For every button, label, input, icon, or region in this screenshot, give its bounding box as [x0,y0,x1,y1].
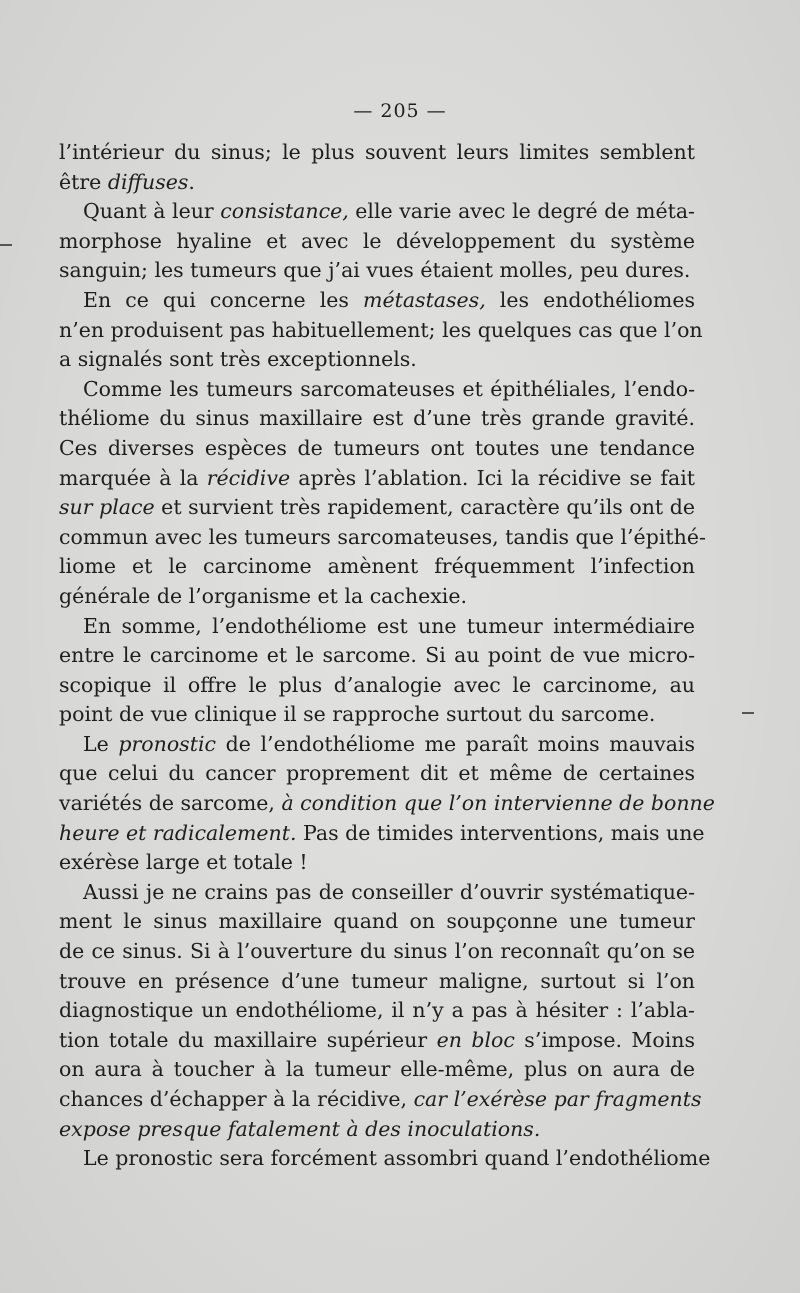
text-segment: variétés de sarcome, [59,791,282,816]
text-line: Aussi je ne crains pas de conseiller d’ouvrir systématique- [83,879,695,904]
text-line: liome et le carcinome amènent fréquemment l’infection [59,554,695,579]
text-line: point de vue clinique il se rapproche surtout du sarcome. [59,702,656,727]
text-line: morphose hyaline et avec le développement du système [59,228,695,253]
text-segment: Le [83,731,119,756]
italic-segment: sur place [59,495,155,520]
text-line: sanguin; les tumeurs que j’ai vues étaient molles, peu dures. [59,258,691,283]
text-line: commun avec les tumeurs sarcomateuses, tandis que l’épithé- [59,524,706,549]
text-segment: Quant à leur [83,199,221,224]
italic-segment: pronostic [118,731,216,756]
text-line: Le pronostic sera forcément assombri quand l’endothéliome [83,1146,711,1171]
italic-segment: en bloc [436,1027,515,1052]
text-line: ment le sinus maxillaire quand on soupçonne une tumeur [59,909,695,934]
text-line: exérèse large et totale ! [59,850,308,875]
italic-segment: à condition que l’on intervienne de bonne [281,791,715,816]
text-line [59,493,695,523]
text-line: Comme les tumeurs sarcomateuses et épithéliales, l’endo- [83,376,695,401]
text-segment: être [59,169,108,194]
text-line: théliome du sinus maxillaire est d’une très grande gravité. [59,406,695,431]
text-segment: En ce qui concerne les [83,287,364,312]
italic-segment: métastases, [363,287,486,312]
text-line [59,1115,695,1145]
text-line [59,1085,702,1115]
text-segment: elle varie avec le degré de méta- [348,199,695,224]
text-line: n’en produisent pas habituellement; les quelques cas que l’on [59,317,703,342]
text-segment: marquée à la [59,465,207,490]
text-segment: de l’endothéliome me paraît moins mauvais [215,731,695,756]
text-line: diagnostique un endothéliome, il n’y a pas à hésiter : l’abla- [59,998,695,1023]
text-line [59,730,695,760]
text-line: En somme, l’endothéliome est une tumeur intermédiaire [83,613,695,638]
text-line: générale de l’organisme et la cachexie. [59,583,467,608]
text-line [59,286,695,316]
text-segment: tion totale du maxillaire supérieur [59,1027,437,1052]
text-line: on aura à toucher à la tumeur elle-même, plus on aura de [59,1057,695,1082]
margin-mark-left [0,244,12,246]
text-line: trouve en présence d’une tumeur maligne, surtout si l’on [59,968,695,993]
text-line [59,197,695,227]
italic-segment: consistance, [220,199,349,224]
italic-segment: heure et radicalement. [59,820,297,845]
text-segment: Pas de timides interventions, mais une [296,820,705,845]
italic-segment: diffuses [107,169,189,194]
text-line: Ces diverses espèces de tumeurs ont toutes une tendance [59,435,695,460]
body-text [59,138,715,1174]
text-line [59,1026,695,1056]
text-segment: s’impose. Moins [514,1027,696,1052]
text-segment: chances d’échapper à la récidive, [59,1087,414,1111]
text-segment: les endothéliomes [485,287,695,312]
page-number: — 205 — [353,100,447,122]
italic-segment: récidive [206,465,291,490]
text-line [59,168,695,198]
margin-mark-right [742,712,754,714]
text-line [59,819,705,849]
text-line: scopique il offre le plus d’analogie avec le carcinome, au [59,672,695,697]
text-segment: et survient très rapidement, caractère qu’ils ont de [154,495,695,520]
text-segment: après l’ablation. Ici la récidive se fait [290,465,695,490]
text-line: entre le carcinome et le sarcome. Si au point de vue micro- [59,643,695,668]
text-line [59,789,715,819]
text-segment: . [188,169,195,194]
italic-segment: car l’exérèse par fragments [413,1087,702,1111]
text-line: a signalés sont très exceptionnels. [59,347,417,372]
text-line: de ce sinus. Si à l’ouverture du sinus l’on reconnaît qu’on se [59,939,695,964]
italic-segment: expose presque fatalement à des inoculations. [59,1116,541,1141]
text-line: l’intérieur du sinus; le plus souvent leurs limites semblent [59,140,695,164]
text-line: que celui du cancer proprement dit et même de certaines [59,761,695,786]
text-line [59,464,695,494]
